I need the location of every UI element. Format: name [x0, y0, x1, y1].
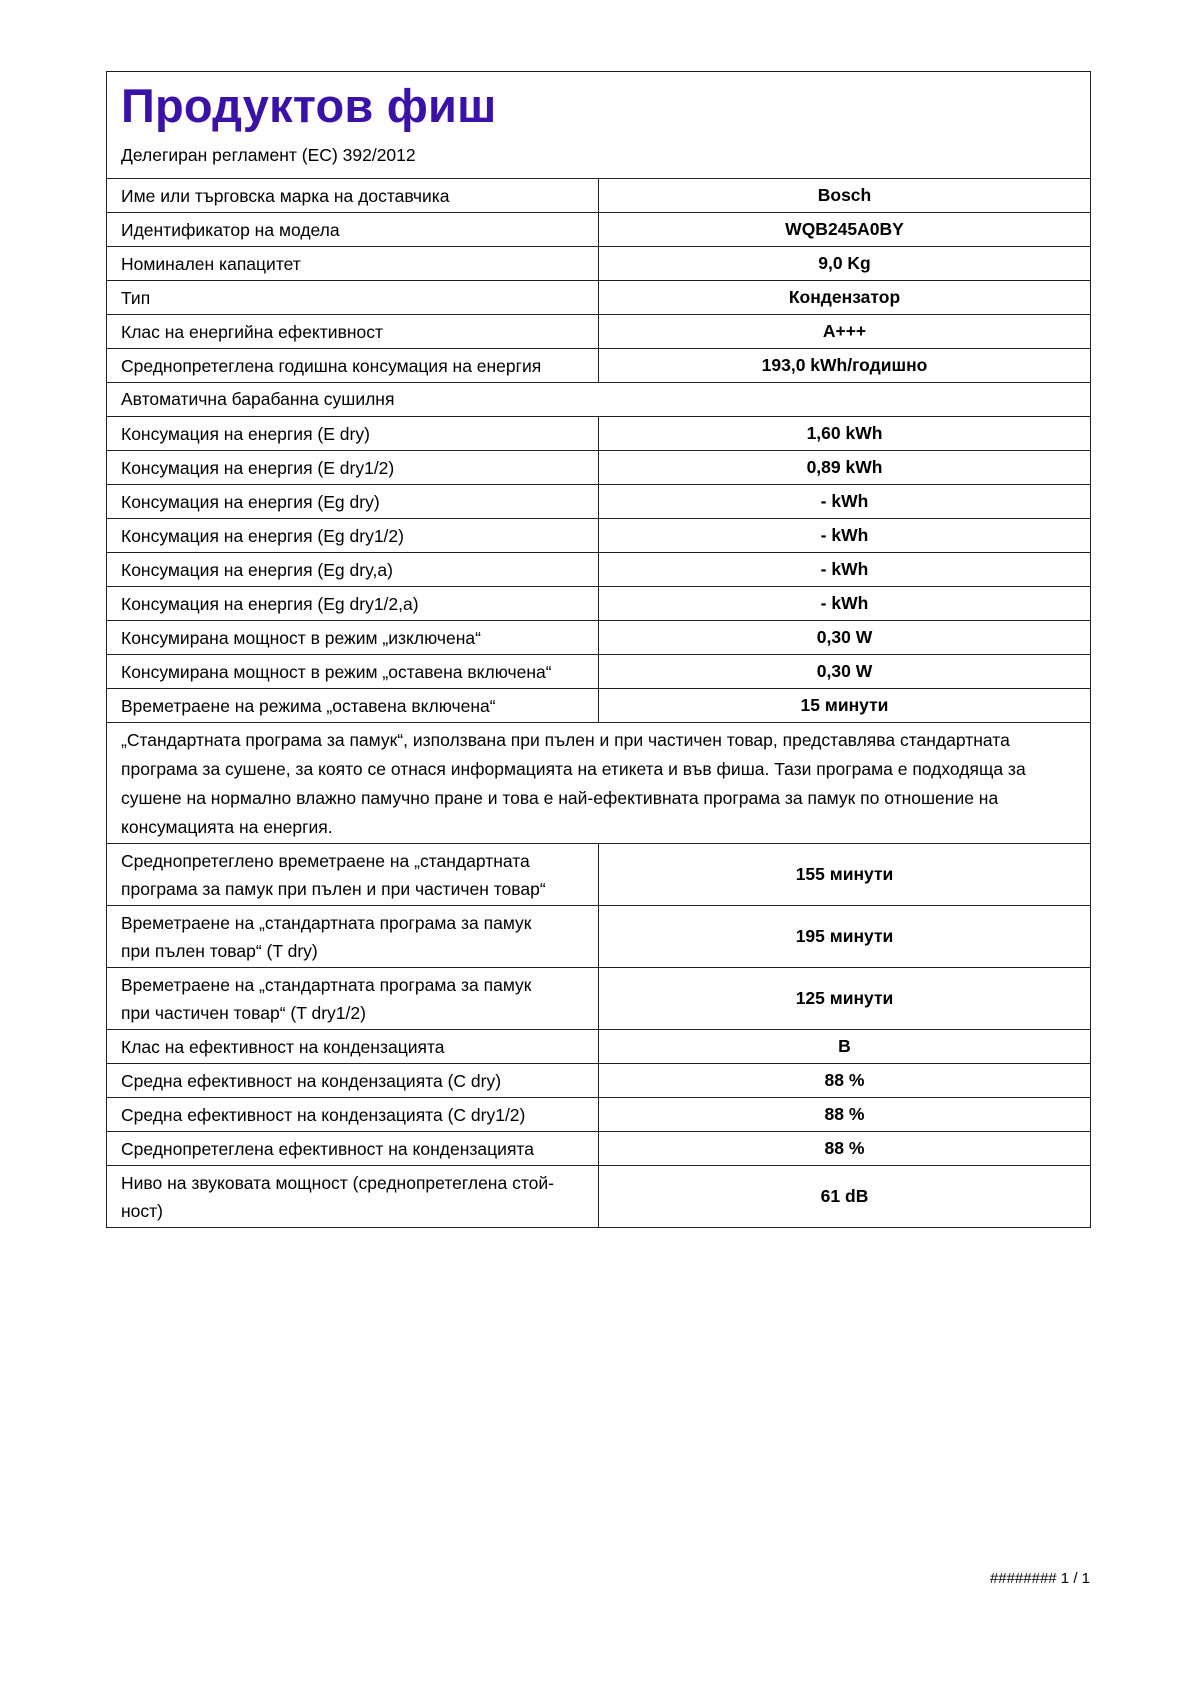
- table-row: [107, 315, 1090, 349]
- table-row: [107, 179, 1090, 213]
- row-value: 61 dB: [820, 1186, 869, 1206]
- row-label: Име или търговска марка на доставчика: [107, 179, 599, 212]
- regulation-subtitle: Делегиран регламент (ЕС) 392/2012: [121, 145, 416, 165]
- row-label: Клас на енергийна ефективност: [107, 315, 599, 348]
- row-value: B: [838, 1036, 851, 1056]
- table-row: [107, 553, 1090, 587]
- row-label: Консумация на енергия (E dry): [107, 417, 599, 450]
- row-value: 88 %: [824, 1104, 865, 1124]
- row-label: Номинален капацитет: [107, 247, 599, 280]
- table-row: [107, 621, 1090, 655]
- row-label: Клас на ефективност на кондензацията: [107, 1030, 599, 1063]
- row-label: Средна ефективност на кондензацията (C dry1/2): [107, 1098, 599, 1131]
- row-value: 195 минути: [795, 926, 894, 946]
- row-value: - kWh: [820, 525, 869, 545]
- row-value: WQB245A0BY: [785, 219, 904, 239]
- table-row: [107, 689, 1090, 723]
- row-label: Времетраене на „стандартната програма за памук при частичен товар“ (T dry1/2): [107, 968, 599, 1029]
- table-row: [107, 655, 1090, 689]
- table-row: [107, 587, 1090, 621]
- row-label: Консумирана мощност в режим „изключена“: [107, 621, 599, 654]
- row-label: Ниво на звуковата мощност (среднопретеглена стой- ност): [107, 1166, 599, 1227]
- row-value: Кондензатор: [788, 287, 901, 307]
- table-row: [107, 281, 1090, 315]
- row-value: 9,0 Kg: [818, 253, 871, 273]
- row-value: 1,60 kWh: [806, 423, 883, 443]
- row-label: Консумация на енергия (Eg dry,a): [107, 553, 599, 586]
- product-fiche-table: [106, 71, 1091, 1228]
- row-value: Bosch: [817, 185, 872, 205]
- row-label: Консумация на енергия (Eg dry1/2,a): [107, 587, 599, 620]
- fiche-header: [107, 72, 1090, 179]
- table-row: [107, 417, 1090, 451]
- table-row: [107, 1098, 1090, 1132]
- section-label: Автоматична барабанна сушилня: [121, 389, 395, 409]
- row-label: Консумация на енергия (Eg dry1/2): [107, 519, 599, 552]
- row-value: - kWh: [820, 593, 869, 613]
- row-value: 0,30 W: [816, 661, 873, 681]
- table-row: [107, 1030, 1090, 1064]
- section-row: [107, 383, 1090, 417]
- standard-program-note: „Стандартната програма за памук“, използвана при пълен и при частичен товар, представлява стандартната програма за сушене, за която се отнася информацията на етикета и във фиша. Тази програма е подходяща за сушене на нормално влажно памучно пране и това е най-ефективната програма за памук по отношение на консумацията на енергия.: [107, 723, 1090, 844]
- row-label: Консумация на енергия (E dry1/2): [107, 451, 599, 484]
- table-row: [107, 1166, 1090, 1228]
- row-value: 15 минути: [800, 695, 889, 715]
- row-value: - kWh: [820, 491, 869, 511]
- table-row: [107, 844, 1090, 906]
- row-label: Времетраене на „стандартната програма за памук при пълен товар“ (T dry): [107, 906, 599, 967]
- table-row: [107, 906, 1090, 968]
- row-value: - kWh: [820, 559, 869, 579]
- table-row: [107, 349, 1090, 383]
- table-row: [107, 213, 1090, 247]
- row-label: Среднопретеглено времетраене на „стандартната програма за памук при пълен и при частичен товар“: [107, 844, 599, 905]
- row-value: 88 %: [824, 1070, 865, 1090]
- row-value: 155 минути: [795, 864, 894, 884]
- table-row: [107, 519, 1090, 553]
- page-title: Продуктов фиш: [121, 79, 497, 132]
- table-row: [107, 451, 1090, 485]
- row-label: Консумирана мощност в режим „оставена включена“: [107, 655, 599, 688]
- row-value: A+++: [822, 321, 867, 341]
- row-label: Времетраене на режима „оставена включена“: [107, 689, 599, 722]
- row-label: Средна ефективност на кондензацията (C dry): [107, 1064, 599, 1097]
- table-row: [107, 485, 1090, 519]
- row-label: Среднопретеглена ефективност на кондензацията: [107, 1132, 599, 1165]
- page-number: ######## 1 / 1: [989, 1570, 1090, 1587]
- row-label: Тип: [107, 281, 599, 314]
- row-value: 193,0 kWh/годишно: [761, 355, 928, 375]
- row-label: Идентификатор на модела: [107, 213, 599, 246]
- table-row: [107, 1064, 1090, 1098]
- table-row: [107, 1132, 1090, 1166]
- row-value: 88 %: [824, 1138, 865, 1158]
- table-row: [107, 968, 1090, 1030]
- row-value: 0,30 W: [816, 627, 873, 647]
- row-value: 125 минути: [795, 988, 894, 1008]
- row-label: Среднопретеглена годишна консумация на енергия: [107, 349, 599, 382]
- table-row: [107, 247, 1090, 281]
- row-label: Консумация на енергия (Eg dry): [107, 485, 599, 518]
- row-value: 0,89 kWh: [806, 457, 883, 477]
